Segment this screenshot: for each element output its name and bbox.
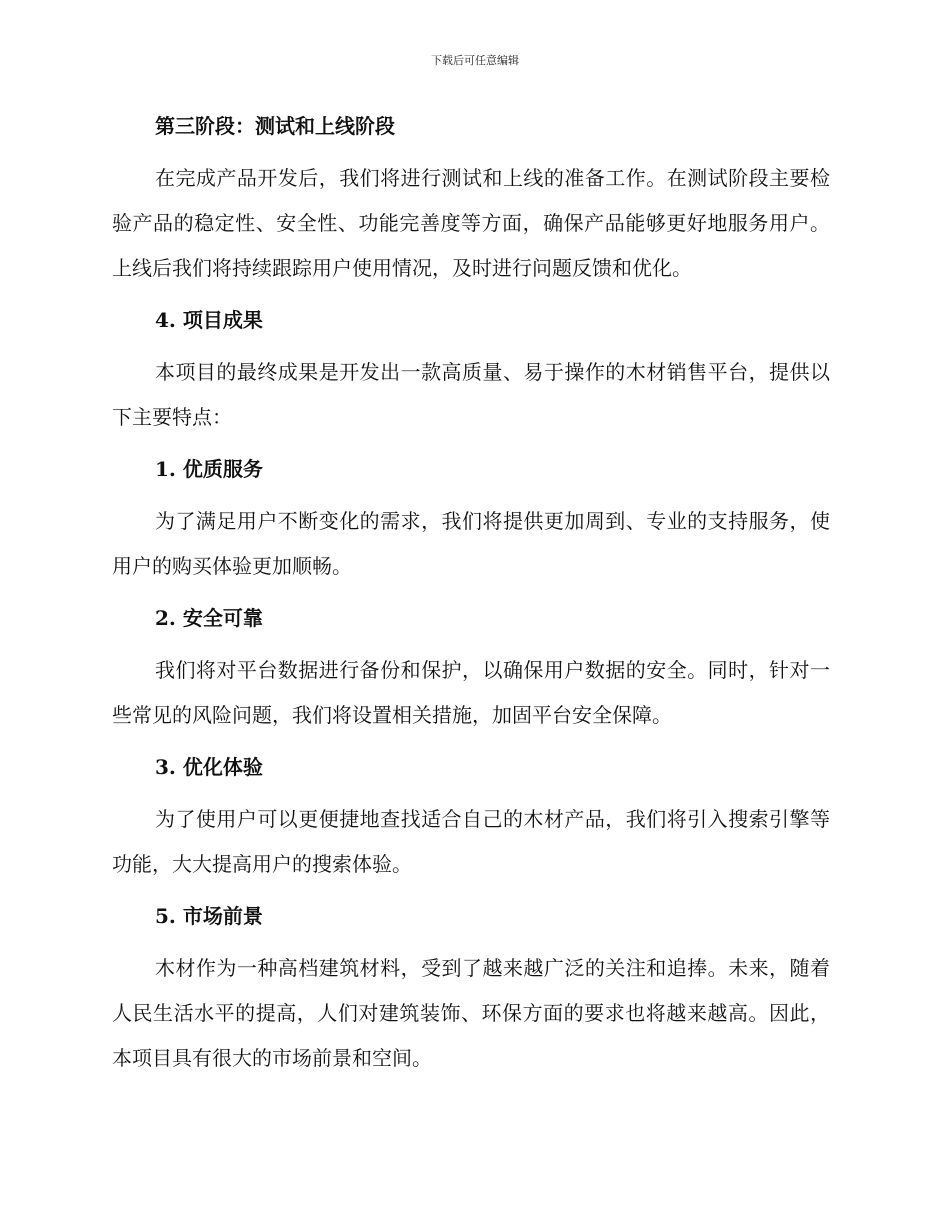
paragraph-experience: 为了使用户可以更便捷地查找适合自己的木材产品，我们将引入搜索引擎等功能，大大提高用户的搜索体验。 (112, 807, 830, 876)
paragraph-testing-launch: 在完成产品开发后，我们将进行测试和上线的准备工作。在测试阶段主要检验产品的稳定性、安全性、功能完善度等方面，确保产品能够更好地服务用户。上线后我们将持续跟踪用户使用情况，及时进行问题反馈和优化。 (112, 166, 830, 280)
paragraph-quality-service: 为了满足用户不断变化的需求，我们将提供更加周到、专业的支持服务，使用户的购买体验更加顺畅。 (112, 509, 830, 578)
section-heading-project-results: 4. 项目成果 (155, 308, 263, 332)
section-heading-quality-service: 1. 优质服务 (155, 457, 263, 481)
section-heading-stage-three: 第三阶段：测试和上线阶段 (155, 114, 395, 138)
section-heading-security: 2. 安全可靠 (155, 606, 263, 630)
page-header: 下载后可任意编辑 (431, 54, 519, 67)
document-body (112, 108, 830, 1092)
paragraph-security: 我们将对平台数据进行备份和保护，以确保用户数据的安全。同时，针对一些常见的风险问题，我们将设置相关措施，加固平台安全保障。 (112, 658, 830, 727)
section-heading-experience: 3. 优化体验 (155, 755, 263, 779)
paragraph-market-outlook: 木材作为一种高档建筑材料，受到了越来越广泛的关注和追捧。未来，随着人民生活水平的提高，人们对建筑装饰、环保方面的要求也将越来越高。因此，本项目具有很大的市场前景和空间。 (112, 956, 830, 1070)
section-heading-market-outlook: 5. 市场前景 (155, 904, 263, 928)
paragraph-results-intro: 本项目的最终成果是开发出一款高质量、易于操作的木材销售平台，提供以下主要特点： (112, 360, 830, 429)
